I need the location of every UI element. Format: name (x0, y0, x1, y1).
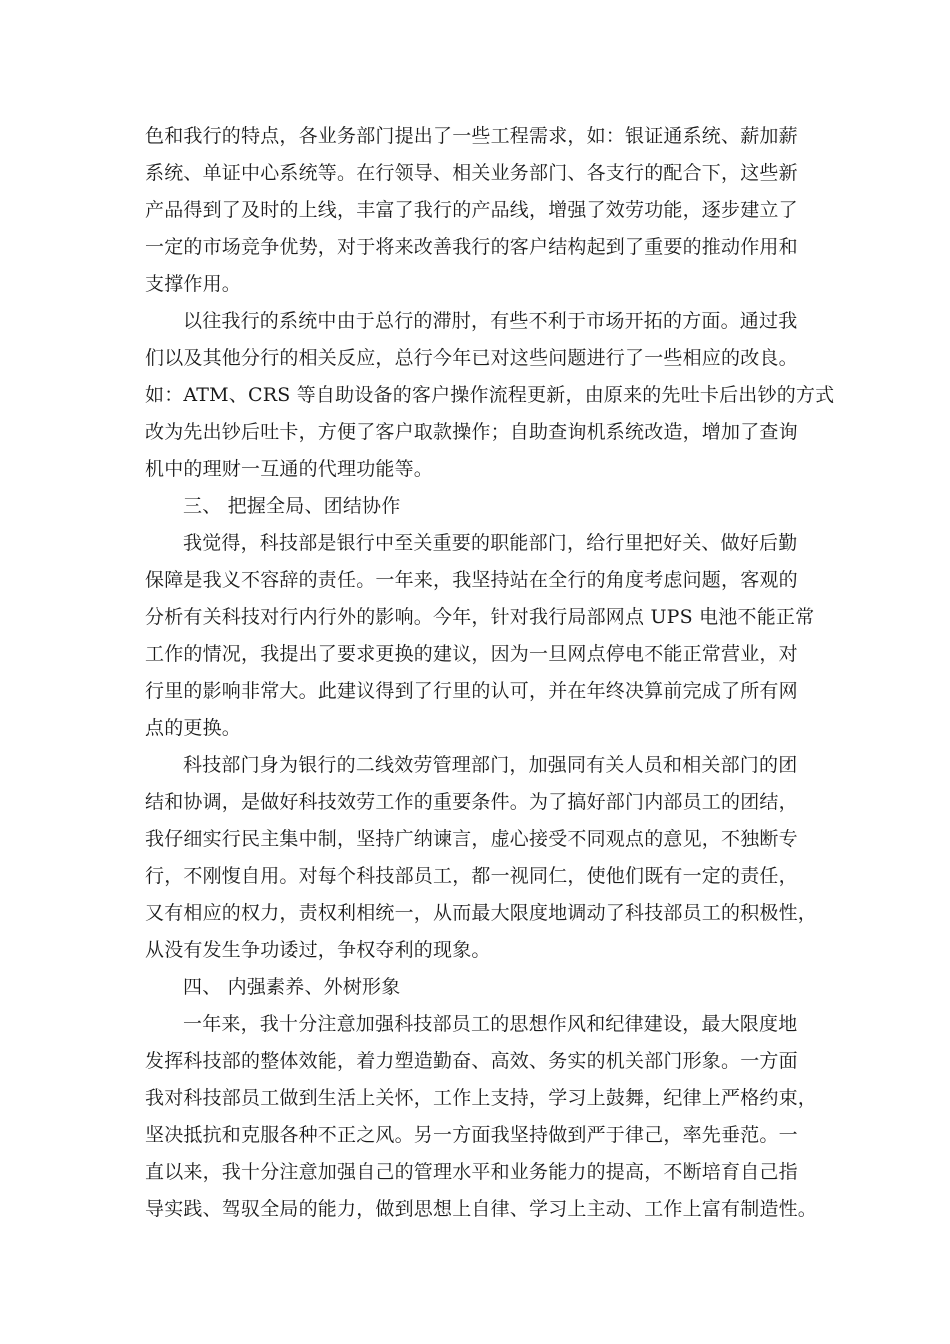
paragraph-line: 产品得到了及时的上线，丰富了我行的产品线，增强了效劳功能，逐步建立了 (145, 199, 798, 221)
paragraph-line: 行，不刚愎自用。对每个科技部员工，都一视同仁，使他们既有一定的责任， (145, 865, 798, 887)
paragraph-line: 点的更换。 (145, 717, 242, 739)
paragraph-line: 行里的影响非常大。此建议得到了行里的认可，并在年终决算前完成了所有网 (145, 680, 798, 702)
paragraph-line: 科技部门身为银行的二线效劳管理部门，加强同有关人员和相关部门的团 (183, 754, 798, 776)
paragraph-line: 我对科技部员工做到生活上关怀，工作上支持，学习上鼓舞，纪律上严格约束， (145, 1087, 818, 1109)
paragraph-line: 我仔细实行民主集中制，坚持广纳谏言，虚心接受不同观点的意见，不独断专 (145, 828, 798, 850)
paragraph-line: 我觉得，科技部是银行中至关重要的职能部门，给行里把好关、做好后勤 (183, 532, 798, 554)
paragraph-line: 一定的市场竞争优势，对于将来改善我行的客户结构起到了重要的推动作用和 (145, 236, 798, 258)
paragraph-line: 从没有发生争功诿过，争权夺利的现象。 (145, 939, 491, 961)
paragraph-line: 结和协调，是做好科技效劳工作的重要条件。为了搞好部门内部员工的团结， (145, 791, 798, 813)
paragraph-line: 发挥科技部的整体效能，着力塑造勤奋、高效、务实的机关部门形象。一方面 (145, 1050, 798, 1072)
section-heading: 四、 内强素养、外树形象 (183, 976, 401, 998)
section-heading: 三、 把握全局、团结协作 (183, 495, 401, 517)
paragraph-line: 色和我行的特点，各业务部门提出了一些工程需求，如：银证通系统、薪加薪 (145, 125, 798, 147)
paragraph-line: 改为先出钞后吐卡，方便了客户取款操作；自助查询机系统改造，增加了查询 (145, 421, 798, 443)
paragraph-line: 如：ATM、CRS 等自助设备的客户操作流程更新，由原来的先吐卡后出钞的方式 (145, 384, 835, 406)
paragraph-line: 分析有关科技对行内行外的影响。今年，针对我行局部网点 UPS 电池不能正常 (145, 606, 815, 628)
paragraph-line: 机中的理财一互通的代理功能等。 (145, 458, 434, 480)
paragraph-line: 导实践、驾驭全局的能力，做到思想上自律、学习上主动、工作上富有制造性。 (145, 1198, 818, 1220)
paragraph-line: 直以来，我十分注意加强自己的管理水平和业务能力的提高，不断培育自己指 (145, 1161, 798, 1183)
paragraph-line: 一年来，我十分注意加强科技部员工的思想作风和纪律建设，最大限度地 (183, 1013, 798, 1035)
paragraph-line: 又有相应的权力，责权利相统一，从而最大限度地调动了科技部员工的积极性， (145, 902, 818, 924)
paragraph-line: 保障是我义不容辞的责任。一年来，我坚持站在全行的角度考虑问题，客观的 (145, 569, 798, 591)
paragraph-line: 以往我行的系统中由于总行的滞肘，有些不利于市场开拓的方面。通过我 (183, 310, 798, 332)
paragraph-line: 们以及其他分行的相关反应，总行今年已对这些问题进行了一些相应的改良。 (145, 347, 798, 369)
paragraph-line: 系统、单证中心系统等。在行领导、相关业务部门、各支行的配合下，这些新 (145, 162, 798, 184)
paragraph-line: 工作的情况，我提出了要求更换的建议，因为一旦网点停电不能正常营业，对 (145, 643, 798, 665)
paragraph-line: 支撑作用。 (145, 273, 242, 295)
paragraph-line: 坚决抵抗和克服各种不正之风。另一方面我坚持做到严于律己，率先垂范。一 (145, 1124, 798, 1146)
